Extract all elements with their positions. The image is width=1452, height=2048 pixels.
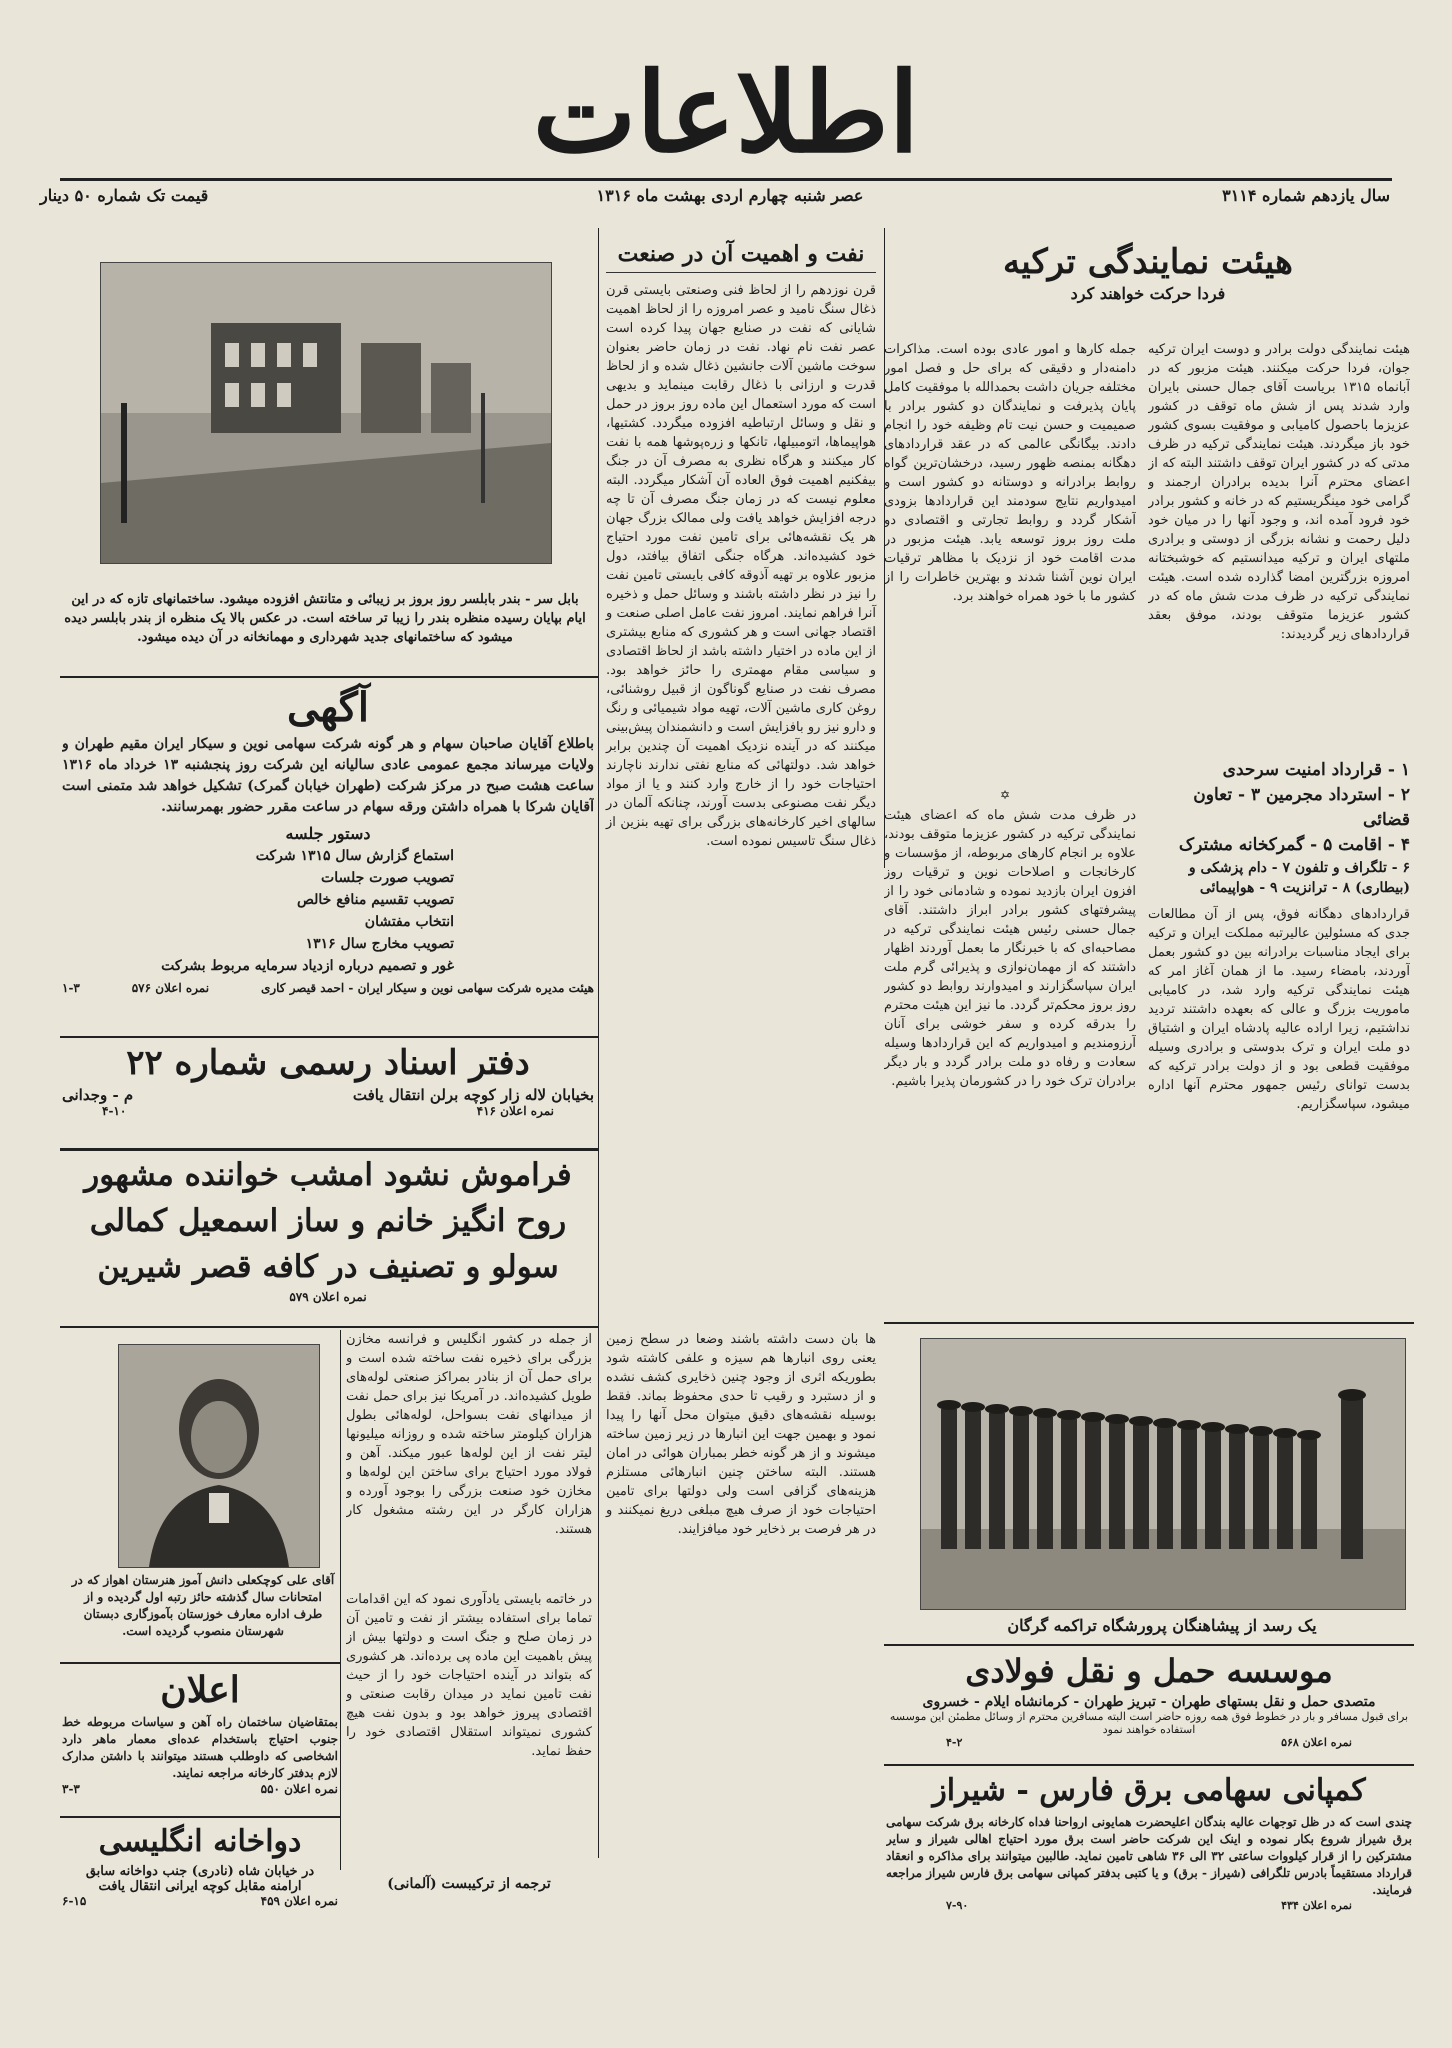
issue-date: عصر شنبه چهارم اردی بهشت ماه ۱۳۱۶ <box>596 186 864 205</box>
babolsar-caption-text: بابل سر - بندر بابلسر روز بروز بر زیبائی و متانتش افزوده میشود. ساختمانهای تازه که در این ایام بپایان رسیده منظره بندر را زیبا تر ساخته است. در عکس بالا یک منظره از بندر بابلسر دیده میشود که ساختمانهای جدید شهرداری و مهمانخانه در آن دیده میشود. <box>64 592 586 645</box>
pharmacy-line-1: در خیابان شاه (نادری) جنب دواخانه سابق <box>85 1864 315 1879</box>
cafe-line-3: سولو و تصنیف در کافه قصر شیرین <box>97 1249 559 1285</box>
issue-price: قیمت تک شماره ۵۰ دینار <box>40 186 209 205</box>
notary-name: م - وجدانی <box>62 1086 134 1104</box>
column-rule <box>598 228 599 1858</box>
pharmacy-ad-row <box>62 1894 338 1908</box>
oil-text: قرن نوزدهم را از لحاظ فنی وصنعتی بایستی قرن ذغال سنگ نامید و عصر امروزه را از لحاظ اهمیت شایانی که نفت در صنایع جهان پیدا کرده است عصر نفت نام نهاد. نفت در زمان حاضر بعنوان سوخت ماشین آلات جانشین ذغال شده و از لحاظ قدرت و ارزانی با ذغال رقابت مینماید و بدیهی است که مورد استعمال این ماده روز بروز در حمل و نقل و وسائل ارتباطیه افزوده میگردد. کشتیها، هواپیماها، اتومبیلها، تانکها و زره‌پوشها همه با نفت کار میکنند و هرگاه نظری به مصرف آن در جنگ بیفکنیم اهمیت فوق العاده آن آشکار میگردد. البته معلوم نیست که در زمان جنگ مصرف آن تا چه درجه افزایش خواهد یافت ولی ممالک بزرگ جهان هر یک نقشه‌هائی برای تامین نفت مورد احتیاج خود کشیده‌اند. هرگاه جنگی اتفاق بیافتد، دول مزبور علاوه بر تهیه آذوقه کافی بایستی تامین نفت را نیز در نظر داشته باشند و وسائل حمل و ذخیره آنرا فراهم نمایند. امروز نفت عامل اصلی صنعت و اقتصاد جهانی است و هر کشوری که منابع بیشتری از این ماده در اختیار داشته باشد از لحاظ اقتصادی و سیاسی مقام مهمتری را حائز خواهد بود. مصرف نفت در صنایع گوناگون از قبیل روشنائی، روغن کاری ماشین آلات، تهیه مواد شیمیائی و رنگ و دارو نیز رو بافزایش است و دانشمندان پیش‌بینی میکنند که در آینده نزدیک اهمیت آن چندین برابر خواهد شد. دولتهائی که منابع نفتی ندارند ناچارند احتیاجات خود را از خارج وارد کنند و یا از مواد دیگر نفت مصنوعی بدست آورند، چنانکه آلمان در سالهای اخیر کارخانه‌های بزرگی برای تهیه بنزین از ذغال سنگ تاسیس نموده است. <box>606 283 876 849</box>
turkey-column-c <box>884 340 1136 760</box>
pharmacy-ad <box>62 1820 338 1960</box>
babolsar-photo <box>100 262 552 564</box>
turkey-text-b: قراردادهای دهگانه فوق، پس از آن مطالعات جدی که مسئولین عالیرتبه مملکت ایران و ترکیه برای ایجاد مناسبات برادرانه بین دو کشور بعمل آوردند، بامضاء رسید. ما از همان آغاز امر که هیئت نمایندگی ترکیه وارد شد، در کامیابی ماموریت بزرگ و عالی که بعهده داشتند تردید نداشتیم، زیرا اراده عالیه پادشاه ایران و اشتیاق دو ملت ایران و ترک بدوستی و برادری وسیله موفقیت قطعی بود و از دولت برادر ترکیه که بدست توانای رئیس جمهور محترم آنها اداره میشود، سپاسگزاریم. <box>1148 907 1410 1112</box>
elan-title: اعلان <box>160 1669 240 1711</box>
oil-article <box>600 232 882 1322</box>
electric-ad <box>886 1768 1412 1958</box>
turkey-subheadline: فردا حرکت خواهند کرد <box>1070 284 1226 303</box>
section-rule <box>60 1816 340 1818</box>
cafe-line-1: فراموش نشود امشب خواننده مشهور <box>84 1157 572 1193</box>
elan-notice <box>62 1666 338 1816</box>
notary-ad-number: نمره اعلان ۴۱۶ <box>476 1104 554 1118</box>
turkey-column-d <box>884 806 1136 1286</box>
notary-ad <box>62 1040 594 1146</box>
turkey-text-a: هیئت نمایندگی دولت برادر و دوست ایران ترکیه جوان، فردا حرکت میکنند. هیئت مزبور که در آبانماه ۱۳۱۵ بریاست آقای جمال حسنی بایران وارد شدند پس از شش ماه توقف در کشور عزیزما باحصول کامیابی و موفقیت بسوی کشور خود باز میگردند. هیئت نمایندگی ترکیه در ظرف مدتی که در کشور ایران توقف داشتند البته که از اعضای محترم آنرا بدیده برادران ارجمند و گرامی خود مینگریستیم که در خانه و کشور برادر خود فرود آمده اند، و وجود آنها را در میان خود دلیل رحمت و نشانه بزرگی از دوستی و برادری ملتهای ایران و ترکیه میدانستیم که خوشبختانه امروزه بزرگترین امضا گذارده شده است. هیئت نمایندگی ترکیه در ظرف مدت شش ماه که در کشور عزیزما متوقف بودند، موفق بعقد قراردادهای زیر گردیدند: <box>1148 342 1410 642</box>
notary-ad-row <box>62 1104 594 1118</box>
transport-body: برای قبول مسافر و بار در خطوط فوق همه روزه حاضر است البته مسافرین محترم از وسائل مطمئن این موسسه استفاده خواهند نمود <box>889 1710 1409 1736</box>
agahi-title: آگهی <box>287 684 369 731</box>
section-rule <box>884 1764 1414 1766</box>
masthead-rule-top <box>60 178 1392 181</box>
oil-text-bottom-b: از جمله در کشور انگلیس و فرانسه مخازن بزرگی برای ذخیره نفت ساخته شده است و برای حمل آن از بنادر بمراکز صنعتی لوله‌های طویل کشیده‌اند. در آمریکا نیز برای حمل نفت از میدانهای نفت بسواحل، لوله‌هائی بطول هزاران کیلومتر ساخته شده و روزانه میلیونها لیتر نفت از این لوله‌ها عبور میکند. آهن و فولاد مورد احتیاج برای ساختن این لوله‌ها و مخازن خود صنعت بزرگی را بوجود آورده و هزاران کارگر در این رشته مشغول کار هستند. <box>346 1332 592 1537</box>
oil-credit: ترجمه از ترکیبست (آلمانی) <box>387 1876 551 1892</box>
notary-title: دفتر اسناد رسمی شماره ۲۲ <box>126 1043 530 1083</box>
student-caption <box>70 1572 336 1662</box>
section-rule <box>884 1644 1414 1646</box>
electric-body: چندی است که در ظل توجهات عالیه بندگان اعلیحضرت همایونی ارواحنا فداه کارخانه برق شرکت سهامی برق شیراز شروع بکار نموده و اینک این شرکت حاضر است برق مورد احتیاج اهالی شیراز و سایر مشترکین را از قرار کیلووات ساعتی ۳۲ الی ۳۶ شاهی تامین نماید. طالبین میتوانند برای مذاکره و انعقاد قرارداد مستقیماً بادرس تلگرافی (شیراز - برق) و یا کتبی بدفتر کمپانی سهامی برق فارس شیراز مراجعه فرمایند. <box>886 1815 1412 1897</box>
pharmacy-title: دواخانه انگلیسی <box>98 1824 302 1859</box>
electric-ad-number: نمره اعلان ۴۳۴ <box>1281 1899 1352 1912</box>
electric-ad-code: ۷-۹۰ <box>946 1899 969 1912</box>
section-rule <box>884 1322 1414 1324</box>
agahi-signature: هیئت مدیره شرکت سهامی نوین و سیکار ایران - احمد قیصر کاری <box>260 981 594 995</box>
issue-number: سال یازدهم شماره ۳۱۱۴ <box>1222 186 1390 205</box>
oil-headline: نفت و اهمیت آن در صنعت <box>606 236 876 273</box>
student-photo <box>118 1344 320 1568</box>
elan-ad-code: ۳-۳ <box>62 1782 80 1796</box>
cafe-line-2: روح انگیز خانم و ساز اسمعیل کمالی <box>89 1203 567 1239</box>
turkey-agreements <box>1148 758 1410 898</box>
student-caption-text: آقای علی کوچکعلی دانش آموز هنرستان اهواز که در امتحانات سال گذشته حائز رتبه اول گردیده و از طرف اداره معارف خوزستان بآموزگاری دبستان شهرستان منصوب گردیده است. <box>71 1573 335 1638</box>
notary-ad-code: ۴-۱۰ <box>102 1104 127 1118</box>
pharmacy-line-2: ارامنه مقابل کوچه ایرانی انتقال یافت <box>98 1879 302 1894</box>
electric-title: کمپانی سهامی برق فارس - شیراز <box>932 1773 1366 1808</box>
newspaper-title: اطلاعات <box>532 48 920 177</box>
agenda-item: تصویب صورت جلسات <box>321 870 454 886</box>
agahi-ad-code: ۱-۳ <box>62 981 80 995</box>
agreements-list <box>1148 758 1410 898</box>
transport-title: موسسه حمل و نقل فولادی <box>965 1652 1333 1690</box>
masthead <box>0 0 1452 210</box>
transport-ad-code: ۴-۲ <box>946 1736 963 1749</box>
agahi-intro: باطلاع آقایان صاحبان سهام و هر گونه شرکت سهامی نوین و سیکار ایران مقیم طهران و ولایات میرساند مجمع عمومی عادی سالیانه این شرکت روز پنجشنبه ۱۳ خرداد ماه ۱۳۱۶ ساعت هشت صبح در مرکز شرکت (طهران خیابان گمرک) تشکیل خواهد شد متمنی است آقایان شرکا با همراه داشتن ورقه سهام در ساعت مقرر حضور بهمرسانند. <box>62 736 594 815</box>
turkey-text-c: جمله کارها و امور عادی بوده است. مذاکرات دامنه‌دار و دقیقی که برای حل و فصل امور مختلفه جریان داشت بحمدالله با موفقیت کامل پایان پذیرفت و نمایندگان دو کشور برادر با صمیمیت و حسن نیت تام وظیفه خود را انجام دادند. بیگانگی عالمی که در عقد قراردادهای دهگانه بمنصه ظهور رسید، درخشان‌ترین گواه روابط برادرانه و دوستانه دو کشور است و امیدواریم نتایج سودمند این قراردادها بزودی آشکار گردد و روابط تجارتی و اقتصادی دو ملت روز بروز توسعه یابد. هیئت مزبور در مدت اقامت خود از نزدیک با مظاهر ترقیات ایران نوین آشنا شدند و بهترین خاطرات را از کشور ما با خود همراه خواهند برد. <box>884 342 1136 604</box>
transport-routes: متصدی حمل و نقل بستهای طهران - تبریز طهران - کرمانشاه ایلام - خسروی <box>922 1694 1376 1710</box>
star-divider-icon: ✡ <box>1000 788 1011 802</box>
agenda-item: تصویب مخارج سال ۱۳۱۶ <box>305 936 454 952</box>
turkey-text-d: در ظرف مدت شش ماه که اعضای هیئت نمایندگی ترکیه در کشور عزیزما متوقف بودند، علاوه بر انجام کارهای مربوطه، از مؤسسات و کارخانجات و اصلاحات نوین و ترقیات روز افزون ایران بازدید نموده و شادمانی خود را از پیشرفتهای کشور برادر ابراز داشتند. آقای جمال حسنی رئیس هیئت نمایندگی ترکیه در مصاحبه‌ای که با خبرنگار ما بعمل آوردند اظهار داشتند که از مهمان‌نوازی و پذیرائی گرم ملت ایران سپاسگزارند و امیدوارند روابط دو کشور روز بروز محکم‌تر گردد. ما نیز این هیئت محترم را بدرقه کرده و سفر خوشی برای آنان آرزومندیم و امیدواریم که این قراردادها وسیله سعادت و رفاه دو ملت برادر گردد و بار دیگر برادران ترک خود را در کشورمان پذیرا باشیم. <box>884 808 1136 1089</box>
elan-body: بمتقاضیان ساختمان راه آهن و سیاسات مربوطه خط جنوب احتیاج باستخدام عده‌ای معمار ماهر دارد اشخاصی که داوطلب هستند میتوانند با داشتن مدارک لازم بدفتر کارخانه مراجعه نمایند. <box>62 1715 338 1780</box>
cafe-ad-number: نمره اعلان ۵۷۹ <box>289 1290 367 1304</box>
section-rule <box>60 1326 598 1328</box>
agahi-footer <box>62 981 594 995</box>
babolsar-photo-image <box>101 263 551 563</box>
elan-ad-row <box>62 1782 338 1796</box>
column-rule <box>340 1330 341 1870</box>
pharmacy-ad-code: ۶-۱۵ <box>62 1894 87 1908</box>
agenda-item: استماع گزارش سال ۱۳۱۵ شرکت <box>255 848 454 864</box>
transport-ad <box>886 1648 1412 1764</box>
oil-bottom-col-c <box>346 1590 592 1830</box>
agenda-list <box>62 845 594 977</box>
transport-ad-number: نمره اعلان ۵۶۸ <box>1281 1736 1352 1749</box>
section-rule <box>60 1036 598 1038</box>
section-rule <box>60 1662 340 1664</box>
turkey-column-b <box>1148 905 1410 1385</box>
babolsar-caption <box>60 590 590 660</box>
elan-ad-number: نمره اعلان ۵۵۰ <box>260 1782 338 1796</box>
oil-bottom-col-b <box>346 1330 592 1580</box>
agenda-item: غور و تصمیم درباره ازدیاد سرمایه مربوط بشرکت <box>161 958 454 974</box>
agenda-title: دستور جلسه <box>285 824 371 843</box>
oil-text-bottom-c: در خاتمه بایستی یادآوری نمود که این اقدامات تماما برای استفاده بیشتر از نفت و تامین آن در زمان صلح و جنگ است و دولتها بیش از پیش باهمیت این ماده پی برده‌اند. هر کشوری که بتواند در آینده احتیاجات خود را از حیث نفت تامین نماید در میدان رقابت صنعتی و اقتصادی پیروز خواهد بود و بدون نفت هیچ کشوری نمیتواند استقلال اقتصادی خود را حفظ نماید. <box>346 1592 592 1759</box>
agenda-item: انتخاب مفتشان <box>364 914 454 930</box>
scouts-caption: یک رسد از پیشاهنگان پرورشگاه تراکمه گرگان <box>1007 1616 1317 1635</box>
scouts-photo-image <box>921 1339 1405 1609</box>
agreement-item: ۱ - قرارداد امنیت سرحدی <box>1222 760 1410 780</box>
agenda-item: تصویب تقسیم منافع خالص <box>296 892 454 908</box>
student-photo-image <box>119 1345 319 1567</box>
turkey-headline: هیئت نمایندگی ترکیه <box>1003 242 1293 282</box>
agahi-ad-number: نمره اعلان ۵۷۶ <box>131 981 210 995</box>
agreement-item: ۶ - تلگراف و تلفون ۷ - دام پزشکی و (بیطاری) ۸ - ترانزیت ۹ - هواپیمائی <box>1188 860 1410 896</box>
scouts-photo <box>920 1338 1406 1610</box>
electric-ad-row <box>886 1899 1412 1912</box>
section-rule <box>60 1148 598 1151</box>
agahi-notice <box>62 682 594 1032</box>
notary-address-row <box>62 1086 594 1104</box>
transport-ad-row <box>886 1736 1412 1749</box>
agreement-item: ۴ - اقامت ۵ - گمرکخانه مشترک <box>1178 835 1410 855</box>
pharmacy-ad-number: نمره اعلان ۴۵۹ <box>260 1894 338 1908</box>
notary-address: بخیابان لاله زار کوچه برلن انتقال یافت <box>352 1086 594 1104</box>
agreement-item: ۲ - استرداد مجرمین ۳ - تعاون قضائی <box>1193 785 1410 830</box>
section-rule <box>60 676 598 678</box>
oil-text-bottom-a: ها بان دست داشته باشند وضعا در سطح زمین یعنی روی انبارها هم سیزه و علفی کاشته شود بطوریکه اثری از وجود چنین ذخایری کشف نشده و از دستبرد و رقیب تا حدی محفوظ بماند. فقط بوسیله نقشه‌های دقیق میتوان محل آنها را پیدا نمود و بهمین جهت این انبارها در زیر زمین ساخته میشوند و از هر گونه خطر بمباران هوائی در امان هستند. البته ساختن چنین انبارهائی مستلزم هزینه‌های گزافی است ولی دولتها برای تامین احتیاجات خود از صرف هیچ مبلغی دریغ نمیکنند و در هر فرصت بر ذخایر خود میافزایند. <box>606 1332 876 1537</box>
oil-bottom-col-a <box>600 1330 882 1830</box>
cafe-ad <box>62 1152 594 1322</box>
